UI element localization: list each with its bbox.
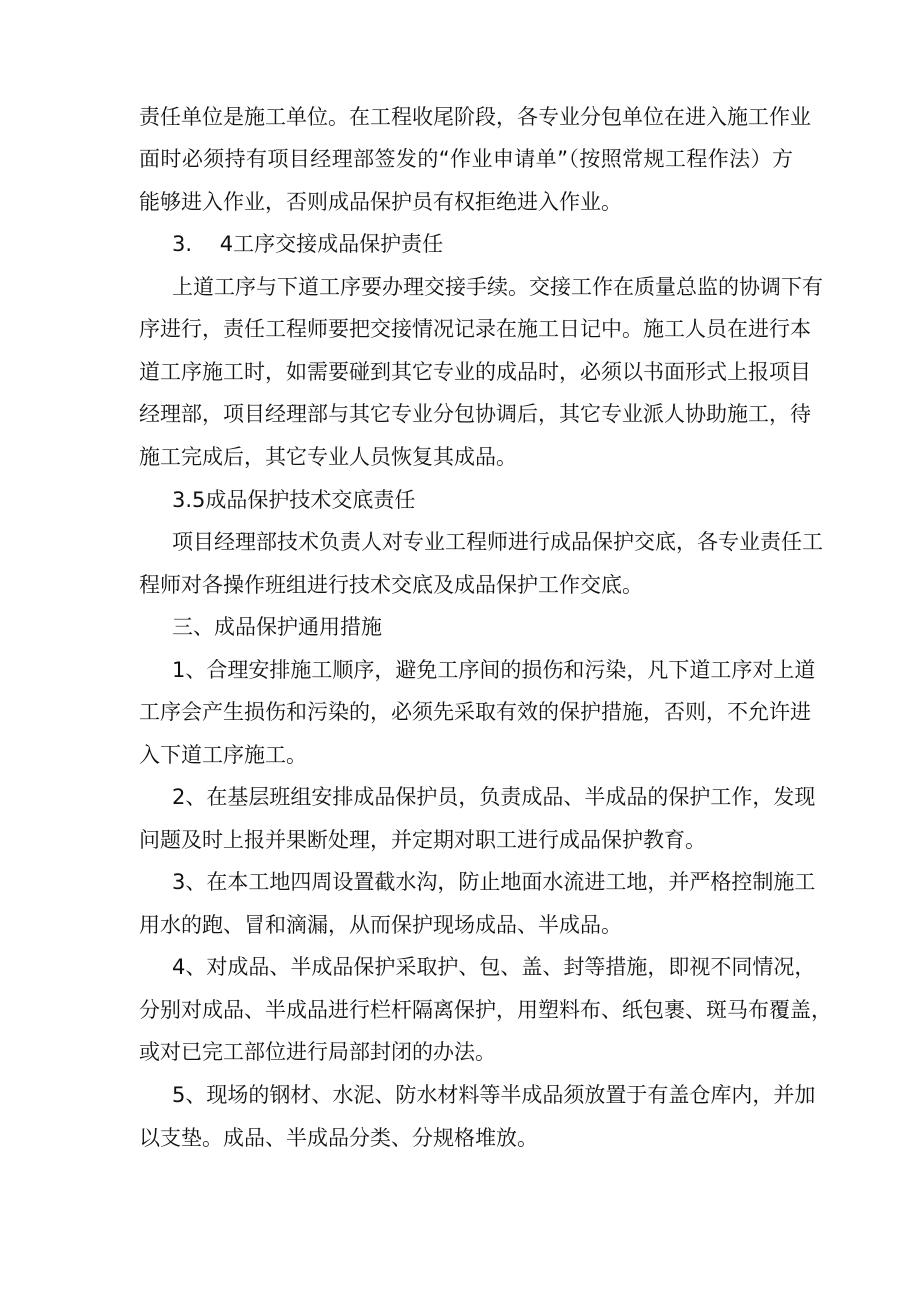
list-item-text: 1、合理安排施工顺序，避免工序间的损伤和污染，凡下道工序对上道 bbox=[172, 658, 816, 682]
list-item-text: 以支垫。成品、半成品分类、分规格堆放。 bbox=[139, 1126, 538, 1150]
section-heading: 3. 4工序交接成品保护责任 bbox=[172, 232, 444, 256]
list-item-text: 工序会产生损伤和污染的，必须先采取有效的保护措施，否则，不允许进 bbox=[139, 700, 811, 724]
section-heading: 3.5成品保护技术交底责任 bbox=[172, 488, 416, 512]
text-line: 道工序施工时，如需要碰到其它专业的成品时，必须以书面形式上报项目 bbox=[139, 360, 811, 384]
list-item-text: 用水的跑、冒和滴漏，从而保护现场成品、半成品。 bbox=[139, 913, 622, 937]
list-item-text: 入下道工序施工。 bbox=[139, 743, 307, 767]
list-item-text: 或对已完工部位进行局部封闭的办法。 bbox=[139, 1040, 496, 1064]
text-line: 序进行，责任工程师要把交接情况记录在施工日记中。施工人员在进行本 bbox=[139, 317, 811, 341]
list-item-text: 3、在本工地四周设置截水沟，防止地面水流进工地，并严格控制施工 bbox=[172, 870, 816, 894]
list-item-text: 4、对成品、半成品保护采取护、包、盖、封等措施，即视不同情况， bbox=[172, 955, 816, 979]
list-item-text: 分别对成品、半成品进行栏杆隔离保护，用塑料布、纸包裹、斑马布覆盖， bbox=[139, 998, 832, 1022]
list-item-text: 问题及时上报并果断处理，并定期对职工进行成品保护教育。 bbox=[139, 828, 706, 852]
list-item-text: 5、现场的钢材、水泥、防水材料等半成品须放置于有盖仓库内，并加 bbox=[172, 1083, 816, 1107]
text-line: 项目经理部技术负责人对专业工程师进行成品保护交底，各专业责任工 bbox=[172, 530, 823, 554]
text-line: 责任单位是施工单位。在工程收尾阶段，各专业分包单位在进入施工作业 bbox=[139, 105, 811, 129]
text-line: 上道工序与下道工序要办理交接手续。交接工作在质量总监的协调下有 bbox=[172, 275, 823, 299]
list-item-text: 2、在基层班组安排成品保护员，负责成品、半成品的保护工作，发现 bbox=[172, 785, 816, 809]
text-line: 施工完成后，其它专业人员恢复其成品。 bbox=[139, 445, 517, 469]
section-heading: 三、成品保护通用措施 bbox=[172, 615, 382, 639]
text-line: 程师对各操作班组进行技术交底及成品保护工作交底。 bbox=[139, 573, 643, 597]
text-line: 面时必须持有项目经理部签发的“作业申请单”（按照常规工程作法）方 bbox=[139, 147, 793, 171]
text-line: 能够进入作业，否则成品保护员有权拒绝进入作业。 bbox=[139, 190, 622, 214]
text-line: 经理部，项目经理部与其它专业分包协调后，其它专业派人协助施工，待 bbox=[139, 402, 811, 426]
